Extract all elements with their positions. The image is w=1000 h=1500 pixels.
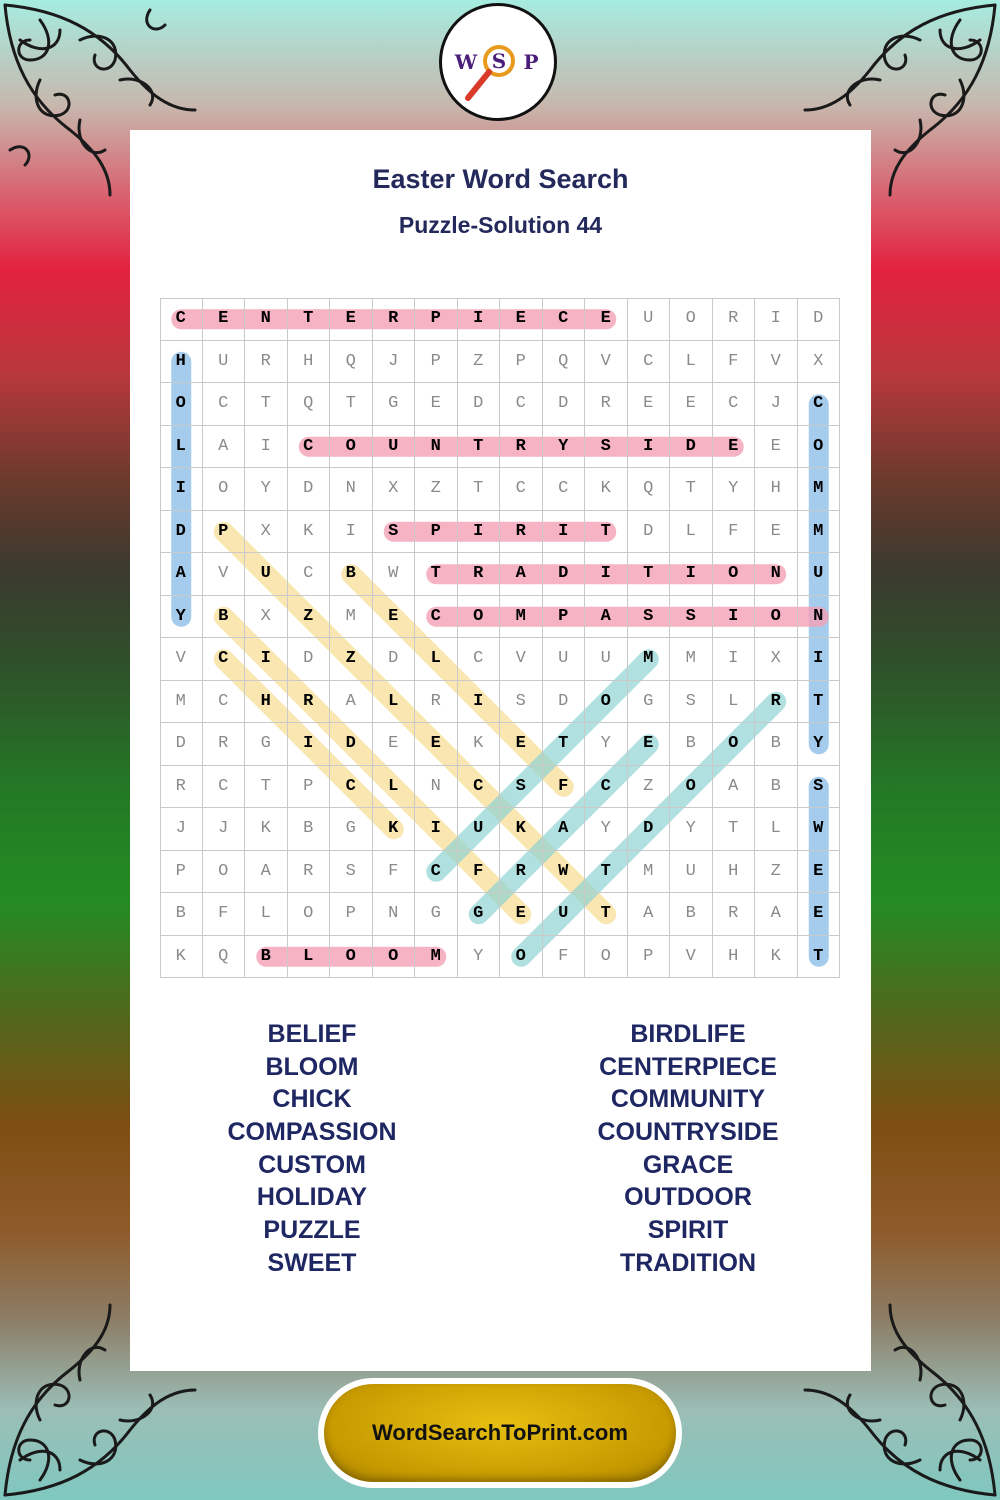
grid-cell[interactable]: L bbox=[670, 341, 713, 384]
grid-cell[interactable]: V bbox=[755, 341, 798, 384]
grid-cell[interactable]: E bbox=[755, 511, 798, 554]
grid-cell[interactable]: R bbox=[160, 766, 203, 809]
grid-cell[interactable]: Q bbox=[543, 341, 586, 384]
grid-cell[interactable]: Y bbox=[585, 808, 628, 851]
grid-cell[interactable]: I bbox=[330, 511, 373, 554]
grid-cell[interactable]: Y bbox=[798, 723, 841, 766]
grid-cell[interactable]: C bbox=[585, 766, 628, 809]
grid-cell[interactable]: Q bbox=[628, 468, 671, 511]
grid-cell[interactable]: D bbox=[373, 638, 416, 681]
grid-cell[interactable]: D bbox=[628, 808, 671, 851]
grid-cell[interactable]: G bbox=[628, 681, 671, 724]
word-list-right bbox=[548, 1018, 828, 1280]
grid-cell[interactable]: U bbox=[543, 893, 586, 936]
grid-cell[interactable]: C bbox=[203, 766, 246, 809]
grid-cell[interactable]: B bbox=[160, 893, 203, 936]
grid-cell[interactable]: H bbox=[160, 341, 203, 384]
grid-cell[interactable]: O bbox=[330, 936, 373, 979]
grid-cell[interactable]: I bbox=[245, 638, 288, 681]
grid-cell[interactable]: O bbox=[203, 468, 246, 511]
grid-cell[interactable]: K bbox=[373, 808, 416, 851]
grid-cell[interactable]: M bbox=[415, 936, 458, 979]
grid-cell[interactable]: V bbox=[670, 936, 713, 979]
grid-cell[interactable]: R bbox=[203, 723, 246, 766]
grid-cell[interactable]: T bbox=[288, 298, 331, 341]
grid-cell[interactable]: L bbox=[755, 808, 798, 851]
grid-cell[interactable]: O bbox=[203, 851, 246, 894]
grid-cell[interactable]: X bbox=[798, 341, 841, 384]
grid-cell[interactable]: B bbox=[245, 936, 288, 979]
word-list-item: COUNTRYSIDE bbox=[597, 1118, 779, 1147]
grid-cell[interactable]: C bbox=[288, 553, 331, 596]
grid-cell[interactable]: C bbox=[500, 468, 543, 511]
grid-cell[interactable]: U bbox=[458, 808, 501, 851]
grid-cell[interactable]: D bbox=[628, 511, 671, 554]
grid-cell[interactable]: P bbox=[415, 298, 458, 341]
grid-cell[interactable]: D bbox=[458, 383, 501, 426]
grid-cell[interactable]: P bbox=[203, 511, 246, 554]
word-list-item: OUTDOOR bbox=[624, 1183, 752, 1212]
grid-cell[interactable]: L bbox=[713, 681, 756, 724]
grid-cell[interactable]: R bbox=[415, 681, 458, 724]
grid-cell[interactable]: A bbox=[543, 808, 586, 851]
grid-cell[interactable]: J bbox=[755, 383, 798, 426]
grid-cell[interactable]: U bbox=[585, 638, 628, 681]
grid-cell[interactable]: P bbox=[288, 766, 331, 809]
puzzle-sheet bbox=[130, 130, 871, 1371]
grid-cell[interactable]: Q bbox=[288, 383, 331, 426]
grid-cell[interactable]: Y bbox=[585, 723, 628, 766]
grid-cell[interactable]: O bbox=[330, 426, 373, 469]
grid-cell[interactable]: T bbox=[585, 893, 628, 936]
grid-cell[interactable]: S bbox=[373, 511, 416, 554]
grid-cell[interactable]: G bbox=[415, 893, 458, 936]
grid-cell[interactable]: S bbox=[500, 681, 543, 724]
grid-cell[interactable]: L bbox=[670, 511, 713, 554]
word-list-item: CHICK bbox=[272, 1085, 352, 1114]
grid-cell[interactable]: I bbox=[670, 553, 713, 596]
grid-cell[interactable]: O bbox=[373, 936, 416, 979]
grid-cell[interactable]: K bbox=[585, 468, 628, 511]
grid-cell[interactable]: U bbox=[670, 851, 713, 894]
grid-cell[interactable]: R bbox=[245, 341, 288, 384]
grid-cell[interactable]: F bbox=[543, 936, 586, 979]
grid-cell[interactable]: N bbox=[415, 766, 458, 809]
word-list-item: COMMUNITY bbox=[610, 1085, 766, 1114]
grid-cell[interactable]: I bbox=[713, 638, 756, 681]
grid-cell[interactable]: M bbox=[628, 851, 671, 894]
grid-cell[interactable]: R bbox=[500, 511, 543, 554]
grid-cell[interactable]: N bbox=[415, 426, 458, 469]
grid-cell[interactable]: R bbox=[288, 681, 331, 724]
grid-cell[interactable]: O bbox=[585, 681, 628, 724]
grid-cell[interactable]: E bbox=[585, 298, 628, 341]
grid-cell[interactable]: T bbox=[543, 723, 586, 766]
logo-letter-p: P bbox=[523, 50, 539, 74]
grid-cell[interactable]: T bbox=[245, 383, 288, 426]
grid-cell[interactable]: B bbox=[330, 553, 373, 596]
grid-cell[interactable]: R bbox=[755, 681, 798, 724]
grid-cell[interactable]: D bbox=[288, 638, 331, 681]
grid-cell[interactable]: D bbox=[288, 468, 331, 511]
grid-cell[interactable]: B bbox=[755, 723, 798, 766]
grid-cell[interactable]: O bbox=[500, 936, 543, 979]
grid-cell[interactable]: I bbox=[713, 596, 756, 639]
word-list-item: COMPASSION bbox=[227, 1118, 397, 1147]
grid-cell[interactable]: Y bbox=[160, 596, 203, 639]
grid-cell[interactable]: S bbox=[670, 681, 713, 724]
grid-cell[interactable]: R bbox=[500, 851, 543, 894]
grid-cell[interactable]: Y bbox=[713, 468, 756, 511]
grid-cell[interactable]: L bbox=[160, 426, 203, 469]
site-link-text: WordSearchToPrint.com bbox=[372, 1420, 628, 1445]
grid-cell[interactable]: J bbox=[203, 808, 246, 851]
grid-cell[interactable]: E bbox=[373, 596, 416, 639]
grid-cell[interactable]: V bbox=[160, 638, 203, 681]
grid-cell[interactable]: A bbox=[628, 893, 671, 936]
grid-cell[interactable]: V bbox=[585, 341, 628, 384]
grid-cell[interactable]: W bbox=[543, 851, 586, 894]
grid-cell[interactable]: J bbox=[160, 808, 203, 851]
grid-cell[interactable]: K bbox=[458, 723, 501, 766]
grid-cell[interactable]: C bbox=[203, 638, 246, 681]
word-list-item: HOLIDAY bbox=[256, 1183, 368, 1212]
grid-cell[interactable]: Y bbox=[245, 468, 288, 511]
site-link-button[interactable] bbox=[318, 1378, 682, 1488]
grid-cell[interactable]: H bbox=[288, 341, 331, 384]
grid-cell[interactable]: U bbox=[203, 341, 246, 384]
logo-graphic bbox=[442, 6, 554, 118]
grid-cell[interactable]: K bbox=[755, 936, 798, 979]
grid-cell[interactable]: P bbox=[628, 936, 671, 979]
grid-cell[interactable]: P bbox=[415, 341, 458, 384]
grid-cell[interactable]: O bbox=[670, 766, 713, 809]
grid-cell[interactable]: O bbox=[458, 596, 501, 639]
grid-cell[interactable]: P bbox=[160, 851, 203, 894]
grid-cell[interactable]: A bbox=[330, 681, 373, 724]
grid-cell[interactable]: N bbox=[755, 553, 798, 596]
grid-cell[interactable]: D bbox=[670, 426, 713, 469]
grid-cell[interactable]: C bbox=[798, 383, 841, 426]
grid-cell[interactable]: C bbox=[288, 426, 331, 469]
grid-cell[interactable]: U bbox=[373, 426, 416, 469]
word-list-item: CUSTOM bbox=[258, 1150, 366, 1179]
grid-cell[interactable]: E bbox=[415, 383, 458, 426]
grid-cell[interactable]: T bbox=[458, 468, 501, 511]
grid-cell[interactable]: E bbox=[203, 298, 246, 341]
grid-cell[interactable]: C bbox=[415, 851, 458, 894]
grid-cell[interactable]: A bbox=[160, 553, 203, 596]
grid-cell[interactable]: U bbox=[798, 553, 841, 596]
grid-cell[interactable]: X bbox=[755, 638, 798, 681]
word-list-item: TRADITION bbox=[619, 1248, 757, 1277]
grid-cell[interactable]: Q bbox=[203, 936, 246, 979]
grid-cell[interactable]: O bbox=[713, 723, 756, 766]
grid-cell[interactable]: F bbox=[713, 511, 756, 554]
grid-cell[interactable]: B bbox=[288, 808, 331, 851]
grid-cell[interactable]: M bbox=[670, 638, 713, 681]
grid-cell[interactable]: W bbox=[373, 553, 416, 596]
grid-cell[interactable]: I bbox=[585, 553, 628, 596]
grid-cell[interactable]: K bbox=[500, 808, 543, 851]
grid-cell[interactable]: E bbox=[373, 723, 416, 766]
grid-cell[interactable]: L bbox=[415, 638, 458, 681]
grid-cell[interactable]: K bbox=[245, 808, 288, 851]
grid-cell[interactable]: M bbox=[628, 638, 671, 681]
grid-cell[interactable]: A bbox=[585, 596, 628, 639]
grid-cell[interactable]: T bbox=[713, 808, 756, 851]
grid-cell[interactable]: B bbox=[670, 893, 713, 936]
grid-cell[interactable]: P bbox=[415, 511, 458, 554]
grid-cell[interactable]: L bbox=[373, 766, 416, 809]
grid-cell[interactable]: R bbox=[713, 893, 756, 936]
grid-cell[interactable]: M bbox=[160, 681, 203, 724]
grid-cell[interactable]: R bbox=[373, 298, 416, 341]
grid-cell[interactable]: Y bbox=[543, 426, 586, 469]
word-list-item: GRACE bbox=[642, 1150, 734, 1179]
grid-cell[interactable]: S bbox=[500, 766, 543, 809]
logo-letter-w: W bbox=[454, 50, 478, 74]
grid-cell[interactable]: G bbox=[458, 893, 501, 936]
grid-cell[interactable]: S bbox=[628, 596, 671, 639]
grid-cell[interactable]: R bbox=[288, 851, 331, 894]
grid-cell[interactable]: I bbox=[755, 298, 798, 341]
grid-cell[interactable]: L bbox=[373, 681, 416, 724]
logo-letter-s: S bbox=[491, 49, 507, 73]
grid-cell[interactable]: M bbox=[798, 468, 841, 511]
grid-cell[interactable]: S bbox=[798, 766, 841, 809]
grid-cell[interactable]: E bbox=[500, 723, 543, 766]
grid-cell[interactable]: V bbox=[203, 553, 246, 596]
grid-cell[interactable]: R bbox=[458, 553, 501, 596]
grid-cell[interactable]: W bbox=[798, 808, 841, 851]
grid-cell[interactable]: O bbox=[585, 936, 628, 979]
grid-cell[interactable]: D bbox=[160, 723, 203, 766]
grid-cell[interactable]: T bbox=[458, 426, 501, 469]
grid-cell[interactable]: T bbox=[798, 681, 841, 724]
grid-cell[interactable]: B bbox=[755, 766, 798, 809]
grid-cell[interactable]: D bbox=[543, 553, 586, 596]
grid-cell[interactable]: A bbox=[713, 766, 756, 809]
grid-cell[interactable]: E bbox=[330, 298, 373, 341]
grid-cell[interactable]: I bbox=[458, 511, 501, 554]
word-search-grid bbox=[160, 298, 840, 978]
grid-cell[interactable]: N bbox=[245, 298, 288, 341]
word-list-item: BELIEF bbox=[267, 1020, 357, 1048]
grid-cell[interactable]: I bbox=[543, 511, 586, 554]
grid-cell[interactable]: T bbox=[798, 936, 841, 979]
grid-cell[interactable]: G bbox=[373, 383, 416, 426]
grid-cell[interactable]: T bbox=[585, 851, 628, 894]
grid-cell[interactable]: E bbox=[670, 383, 713, 426]
grid-cell[interactable]: E bbox=[755, 426, 798, 469]
word-list-item: SPIRIT bbox=[647, 1216, 729, 1245]
grid-cell[interactable]: S bbox=[670, 596, 713, 639]
grid-cell[interactable]: E bbox=[628, 723, 671, 766]
grid-cell[interactable]: J bbox=[373, 341, 416, 384]
grid-cell[interactable]: R bbox=[585, 383, 628, 426]
grid-cell[interactable]: H bbox=[713, 936, 756, 979]
grid-cell[interactable]: D bbox=[798, 298, 841, 341]
grid-cell[interactable]: A bbox=[755, 893, 798, 936]
grid-cell[interactable]: O bbox=[755, 596, 798, 639]
grid-cell[interactable]: O bbox=[713, 553, 756, 596]
site-link-pill bbox=[324, 1384, 676, 1482]
grid-cell[interactable]: B bbox=[670, 723, 713, 766]
grid-cell[interactable]: I bbox=[160, 468, 203, 511]
grid-cell[interactable]: I bbox=[245, 426, 288, 469]
grid-cell[interactable]: K bbox=[288, 511, 331, 554]
grid-cell[interactable]: N bbox=[330, 468, 373, 511]
page-title: Easter Word Search bbox=[372, 164, 629, 194]
grid-cell[interactable]: N bbox=[373, 893, 416, 936]
grid-cell[interactable]: M bbox=[500, 596, 543, 639]
grid-cell[interactable]: T bbox=[585, 511, 628, 554]
word-list-item: CENTERPIECE bbox=[599, 1052, 777, 1081]
grid-cell[interactable]: Q bbox=[330, 341, 373, 384]
grid-cell[interactable]: N bbox=[798, 596, 841, 639]
grid-cell[interactable]: O bbox=[288, 893, 331, 936]
grid-cell[interactable]: G bbox=[245, 723, 288, 766]
grid-cell[interactable]: A bbox=[245, 851, 288, 894]
grid-cell[interactable]: C bbox=[500, 383, 543, 426]
grid-cell[interactable]: C bbox=[628, 341, 671, 384]
grid-cell[interactable]: C bbox=[458, 638, 501, 681]
grid-cell[interactable]: E bbox=[798, 893, 841, 936]
grid-cell[interactable]: A bbox=[203, 426, 246, 469]
grid-cell[interactable]: L bbox=[245, 893, 288, 936]
grid-cell[interactable]: F bbox=[203, 893, 246, 936]
grid-cell[interactable]: F bbox=[543, 766, 586, 809]
grid-cell[interactable]: X bbox=[245, 596, 288, 639]
grid-cell[interactable]: T bbox=[330, 383, 373, 426]
grid-cell[interactable]: F bbox=[458, 851, 501, 894]
grid-cell[interactable]: T bbox=[415, 553, 458, 596]
grid-cell[interactable]: Y bbox=[670, 808, 713, 851]
grid-cell[interactable]: P bbox=[330, 893, 373, 936]
site-logo[interactable] bbox=[439, 3, 557, 121]
word-list-item: SWEET bbox=[267, 1248, 357, 1277]
grid-cell[interactable]: C bbox=[458, 766, 501, 809]
grid-cell[interactable]: Z bbox=[628, 766, 671, 809]
grid-cell[interactable]: I bbox=[458, 298, 501, 341]
grid-cell[interactable]: D bbox=[330, 723, 373, 766]
grid-cell[interactable]: T bbox=[670, 468, 713, 511]
grid-cell[interactable]: R bbox=[500, 426, 543, 469]
grid-cell[interactable]: I bbox=[458, 681, 501, 724]
grid-cell[interactable]: I bbox=[628, 426, 671, 469]
grid-cell[interactable]: Z bbox=[458, 341, 501, 384]
grid-cell[interactable]: X bbox=[245, 511, 288, 554]
grid-cell[interactable]: R bbox=[713, 298, 756, 341]
grid-cell[interactable]: Z bbox=[755, 851, 798, 894]
grid-cell[interactable]: C bbox=[203, 681, 246, 724]
grid-cell[interactable]: E bbox=[415, 723, 458, 766]
grid-cell[interactable]: D bbox=[543, 681, 586, 724]
grid-cell[interactable]: B bbox=[203, 596, 246, 639]
grid-cell[interactable]: F bbox=[373, 851, 416, 894]
grid-cell[interactable]: O bbox=[798, 426, 841, 469]
grid-cell[interactable]: T bbox=[245, 766, 288, 809]
grid-cell[interactable]: S bbox=[585, 426, 628, 469]
grid-cell[interactable]: C bbox=[160, 298, 203, 341]
grid-cell[interactable]: M bbox=[798, 511, 841, 554]
grid-cell[interactable]: M bbox=[330, 596, 373, 639]
grid-cell[interactable]: Z bbox=[330, 638, 373, 681]
grid-cell[interactable]: E bbox=[713, 426, 756, 469]
grid-cell[interactable]: F bbox=[713, 341, 756, 384]
grid-cell[interactable]: H bbox=[755, 468, 798, 511]
grid-cell[interactable]: X bbox=[373, 468, 416, 511]
word-list-item: PUZZLE bbox=[263, 1216, 361, 1245]
grid-cell[interactable]: O bbox=[670, 298, 713, 341]
grid-cell[interactable]: V bbox=[500, 638, 543, 681]
word-list-item: BLOOM bbox=[265, 1052, 359, 1081]
grid-cell[interactable]: I bbox=[415, 808, 458, 851]
grid-cell[interactable]: S bbox=[330, 851, 373, 894]
grid-cell[interactable]: K bbox=[160, 936, 203, 979]
grid-cell[interactable]: Z bbox=[288, 596, 331, 639]
word-list-left bbox=[172, 1018, 452, 1280]
grid-cell[interactable]: E bbox=[628, 383, 671, 426]
grid-cell[interactable]: E bbox=[500, 298, 543, 341]
grid-cell[interactable]: Y bbox=[458, 936, 501, 979]
grid-cell[interactable]: C bbox=[543, 298, 586, 341]
grid-cell[interactable]: Z bbox=[415, 468, 458, 511]
grid-cell[interactable]: D bbox=[543, 383, 586, 426]
grid-cell[interactable]: C bbox=[415, 596, 458, 639]
grid-cell[interactable]: I bbox=[798, 638, 841, 681]
grid-cell[interactable]: C bbox=[330, 766, 373, 809]
grid-cell[interactable]: G bbox=[330, 808, 373, 851]
grid-cell[interactable]: D bbox=[160, 511, 203, 554]
grid-cell[interactable]: C bbox=[713, 383, 756, 426]
grid-cell[interactable]: U bbox=[245, 553, 288, 596]
grid-cell[interactable]: E bbox=[500, 893, 543, 936]
word-list-item: BIRDLIFE bbox=[630, 1020, 746, 1048]
grid-cell[interactable]: U bbox=[543, 638, 586, 681]
grid-cell[interactable]: C bbox=[543, 468, 586, 511]
grid-cell[interactable]: H bbox=[245, 681, 288, 724]
grid-cell[interactable]: C bbox=[203, 383, 246, 426]
grid-cell[interactable]: E bbox=[798, 851, 841, 894]
grid-cell[interactable]: I bbox=[288, 723, 331, 766]
grid-cell[interactable]: P bbox=[500, 341, 543, 384]
grid-cell[interactable]: H bbox=[713, 851, 756, 894]
page-subtitle: Puzzle-Solution 44 bbox=[398, 212, 603, 238]
grid-cell[interactable]: A bbox=[500, 553, 543, 596]
grid-cell[interactable]: O bbox=[160, 383, 203, 426]
grid-cell[interactable]: T bbox=[628, 553, 671, 596]
grid-cell[interactable]: L bbox=[288, 936, 331, 979]
grid-cell[interactable]: P bbox=[543, 596, 586, 639]
grid-cell[interactable]: U bbox=[628, 298, 671, 341]
